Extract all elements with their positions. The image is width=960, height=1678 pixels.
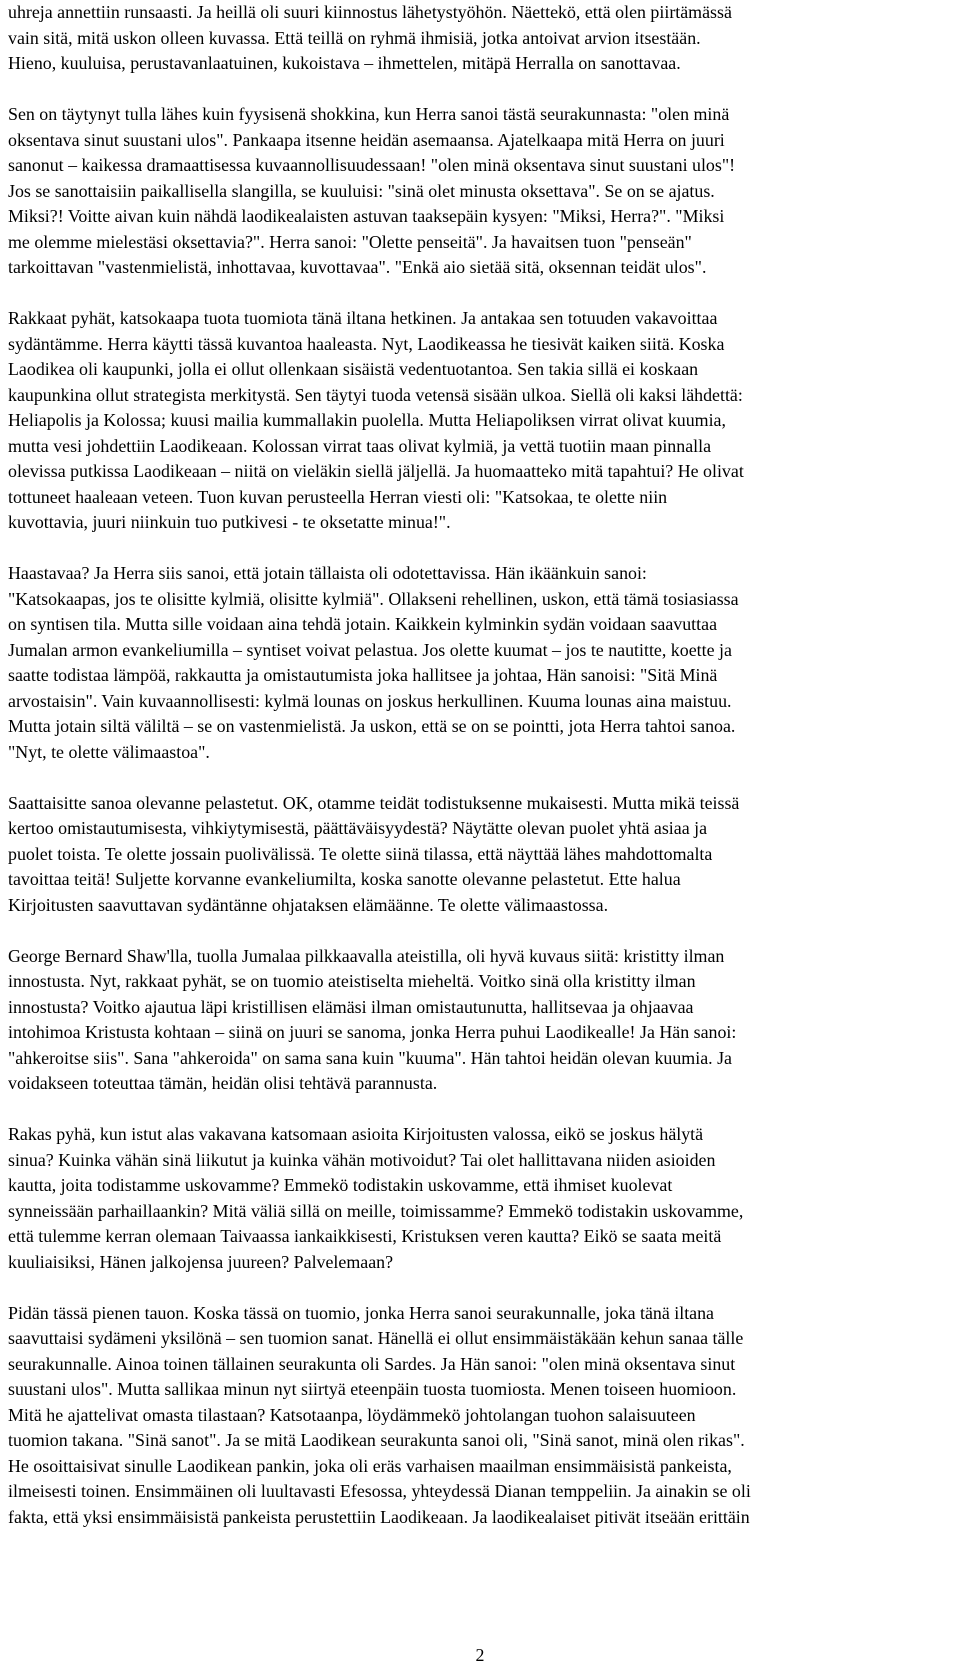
paragraph-4: Haastavaa? Ja Herra siis sanoi, että jotain tällaista oli odotettavissa. Hän ikäänkuin sanoi: "Katsokaapas, jos te olisitte kylmiä, olisitte kylmiä". Ollakseni rehellinen, uskon, että tämä tosiasiassa on syntisen tila. Mutta sille voidaan aina tehdä jotain. Kaikkein kylminkin sydän voidaan saavuttaa Jumalan armon evankeliumilla – syntiset voivat pelastua. Jos olette kuumat – jos te nautitte, koette ja saatte todistaa lämpöä, rakkautta ja omistautumista joka hallitsee ja johtaa, Hän sanoisi: "Sitä Minä arvostaisin". Vain kuvaannollisesti: kylmä lounas on joskus herkullinen. Kuuma lounas aina maistuu. Mutta jotain siltä väliltä – se on vastenmielistä. Ja uskon, että se on se pointti, jota Herra tahtoi sanoa. "Nyt, te olette välimaastoa". bbox=[8, 563, 739, 762]
paragraph-2: Sen on täytynyt tulla lähes kuin fyysisenä shokkina, kun Herra sanoi tästä seurakunnasta: "olen minä oksentava sinut suustani ulos". Pankaapa itsenne heidän asemaansa. Ajatelkaapa mitä Herra on juuri sanonut – kaikessa dramaattisessa kuvaannollisuudessaan! "olen minä oksentava sinut suustani ulos"! Jos se sanottaisiin paikallisella slangilla, se kuuluisi: "sinä olet minusta oksettava". Se on se ajatus. Miksi?! Voitte aivan kuin nähdä laodikealaisten astuvan taaksepäin kysyen: "Miksi, Herra?". "Miksi me olemme mielestäsi oksettavia?". Herra sanoi: "Olette penseitä". Ja havaitsen tuon "penseän" tarkoittavan "vastenmielistä, inhottavaa, kuvottavaa". "Enkä aio sietää sitä, oksennan teidät ulos". bbox=[8, 104, 736, 277]
paragraph-5: Saattaisitte sanoa olevanne pelastetut. OK, otamme teidät todistuksenne mukaisesti. Mutta mikä teissä kertoo omistautumisesta, vihkiytymisestä, päättäväisyydestä? Näytätte olevan puolet yhtä asiaa ja puolet toista. Te olette jossain puolivälissä. Te olette siinä tilassa, että näyttää lähes mahdottomalta tavoittaa teitä! Suljette korvanne evankeliumilta, koska sanotte olevanne pelastetut. Ette halua Kirjoitusten saavuttavan sydäntänne ohjataksen elämäänne. Te olette välimaastossa. bbox=[8, 792, 740, 915]
paragraph-1: uhreja annettiin runsaasti. Ja heillä oli suuri kiinnostus lähetystyöhön. Näettekö, että olen piirtämässä vain sitä, mitä uskon olleen kuvassa. Että teillä on ryhmä ihmisiä, jotka antoivat arvion itsestään. Hieno, kuuluisa, perustavanlaatuinen, kukoistava – ihmettelen, mitäpä Herralla on sanottavaa. bbox=[8, 2, 732, 73]
paragraph-8: Pidän tässä pienen tauon. Koska tässä on tuomio, jonka Herra sanoi seurakunnalle, joka tänä iltana saavuttaisi sydämeni yksilönä – sen tuomion sanat. Hänellä ei ollut ensimmäistäkään kehun sanaa tälle seurakunnalle. Ainoa toinen tällainen seurakunta oli Sardes. Ja Hän sanoi: "olen minä oksentava sinut suustani ulos". Mutta sallikaa minun nyt siirtyä eteenpäin tuosta tuomiosta. Menen toiseen huomioon. Mitä he ajattelivat omasta tilastaan? Katsotaanpa, löydämmekö johtolangan tuohon salaisuuteen tuomion takana. "Sinä sanot". Ja se mitä Laodikean seurakunta sanoi oli, "Sinä sanot, minä olen rikas". He osoittaisivat sinulle Laodikean pankin, joka oli eräs varhaisen maailman ensimmäisistä pankeista, ilmeisesti toinen. Ensimmäinen oli luultavasti Efesossa, yhteydessä Dianan temppeliin. Ja ainakin se oli fakta, että yksi ensimmäisistä pankeista perustettiin Laodikeaan. Ja laodikealaiset pitivät itseään erittäin bbox=[8, 1302, 751, 1527]
paragraph-7: Rakas pyhä, kun istut alas vakavana katsomaan asioita Kirjoitusten valossa, eikö se joskus hälytä sinua? Kuinka vähän sinä liikutut ja kuinka vähän motivoidut? Tai olet hallittavana niiden asioiden kautta, joita todistamme uskovamme? Emmekö todistakin uskovamme, että ihmiset kuolevat synneissään parhaillaankin? Mitä väliä sillä on meille, toimissamme? Emmekö todistakin uskovamme, että tulemme kerran olemaan Taivaassa iankaikkisesti, Kristuksen veren kautta? Eikö se saata meitä kuuliaisiksi, Hänen jalkojensa juureen? Palvelemaan? bbox=[8, 1124, 744, 1272]
page-number: 2 bbox=[475, 1645, 485, 1665]
paragraph-6: George Bernard Shaw'lla, tuolla Jumalaa pilkkaavalla ateistilla, oli hyvä kuvaus siitä: kristitty ilman innostusta. Nyt, rakkaat pyhät, se on tuomio ateistiselta mieheltä. Voitko sinä olla kristitty ilman innostusta? Voitko ajautua läpi kristillisen elämäsi ilman omistautunutta, hallitsevaa ja ohjaavaa intohimoa Kristusta kohtaan – siinä on juuri se sanoma, jonka Herra puhui Laodikealle! Ja Hän sanoi: "ahkeroitse siis". Sana "ahkeroida" on sama sana kuin "kuuma". Hän tahtoi heidän olevan kuumia. Ja voidakseen toteuttaa tämän, heidän olisi tehtävä parannusta. bbox=[8, 945, 737, 1093]
body-text bbox=[8, 0, 958, 1556]
paragraph-3: Rakkaat pyhät, katsokaapa tuota tuomiota tänä iltana hetkinen. Ja antakaa sen totuuden vakavoittaa sydäntämme. Herra käytti tässä kuvantoa haaleasta. Nyt, Laodikeassa he tiesivät kaiken siitä. Koska Laodikea oli kaupunki, jolla ei ollut ollenkaan sisäistä vedentuotantoa. Sen takia sillä ei koskaan kaupunkina ollut strategista merkitystä. Sen täytyi tuoda vetensä sisään ulkoa. Siellä oli kaksi lähdettä: Heliapolis ja Kolossa; kuusi mailia kummallakin puolella. Mutta Heliapoliksen virrat olivat kuumia, mutta vesi johdettiin Laodikeaan. Kolossan virrat taas olivat kylmiä, ja vettä tuotiin maan pinnalla olevissa putkissa Laodikeaan – niitä on vieläkin siellä jäljellä. Ja huomaatteko mitä tapahtui? He olivat tottuneet haaleaan veteen. Tuon kuvan perusteella Herran viesti oli: "Katsokaa, te olette niin kuvottavia, juuri niinkuin tuo putkivesi - te oksetatte minua!". bbox=[8, 308, 744, 532]
